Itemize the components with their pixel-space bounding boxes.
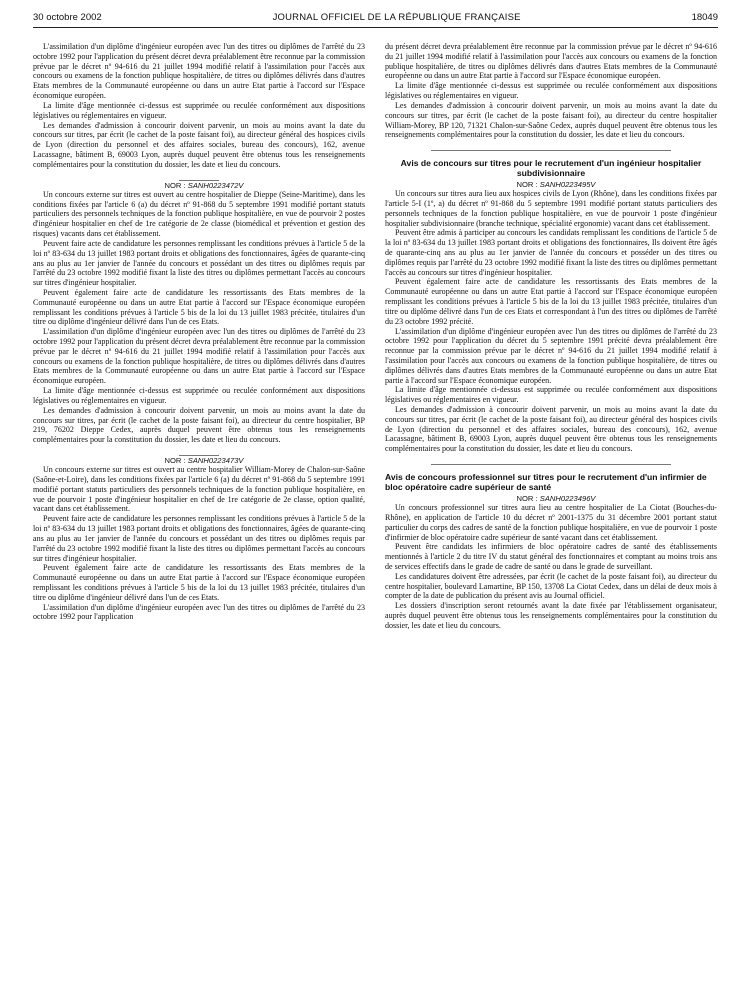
paragraph: Les demandes d'admission à concourir doivent parvenir, un mois au moins avant la date du concours sur titres, par écrit (le cachet de la poste faisant foi), au directeur général des hospices civils de Lyon (direction du personnel et des affaires sociales, bureau des concours), 162, avenue Lacassagne, bâtiment B, 69003 Lyon, auprès duquel peuvent être obtenus tous les renseignements complémentaires pour la constitution du dossier, les date et lieu du concours. (385, 405, 717, 454)
paragraph: Les demandes d'admission à concourir doivent parvenir, un mois au moins avant la date du concours sur titres, par écrit (le cachet de la poste faisant foi), au directeur général des hospices civils de Lyon (direction du personnel et des affaires sociales, bureau des concours), 162, avenue Lacassagne, bâtiment B, 69003 Lyon, auprès duquel peuvent être obtenus tous les renseignements complémentaires pour la constitution du dossier, les date et lieu du concours. (33, 120, 365, 169)
right-column (385, 42, 717, 631)
section-divider (431, 464, 671, 465)
nor-reference: NOR : SANH0223473V (164, 455, 244, 465)
nor-reference: NOR : SANH0223496V (516, 493, 596, 503)
notice-title: Avis de concours professionnel sur titres pour le recrutement d'un infirmier de bloc opératoire cadre supérieur de santé (385, 472, 707, 492)
paragraph: Peuvent également faire acte de candidature les ressortissants des Etats membres de la Communauté européenne ou dans un autre Etat partie à l'accord sur l'Espace économique européen remplissant les conditions prévues à l'article 5 bis de la loi du 13 juillet 1983 précitée, titulaires d'un titre ou diplôme d'ingénieur délivré dans l'un de ces Etats. (33, 287, 365, 327)
paragraph: Peuvent faire acte de candidature les personnes remplissant les conditions prévues à l'article 5 de la loi nº 83-634 du 13 juillet 1983 portant droits et obligations des fonctionnaires, âgées de quarante-cinq ans au plus au 1er janvier de l'année du concours et possédant un des titres ou diplômes requis par l'arrêté du 23 octobre 1992 modifié fixant la liste des titres ou diplômes permettant l'accès au concours sur titres d'ingénieur hospitalier. (33, 514, 365, 563)
paragraph: La limite d'âge mentionnée ci-dessus est supprimée ou reculée conformément aux dispositions législatives ou réglementaires en vigueur. (33, 386, 365, 405)
paragraph: Un concours professionnel sur titres aura lieu au centre hospitalier de La Ciotat (Bouches-du-Rhône), en application de l'article 10 du décret nº 2001-1375 du 31 décembre 2001 portant statut particulier du corps des cadres de santé de la fonction publique hospitalière, en vue de pourvoir 1 poste d'infirmier de bloc opératoire cadre supérieur de santé vacant dans cet établissement. (385, 503, 717, 542)
text-columns (33, 42, 718, 631)
paragraph: La limite d'âge mentionnée ci-dessus est supprimée ou reculée conformément aux dispositions législatives ou réglementaires en vigueur. (33, 100, 365, 120)
nor-reference: NOR : SANH0223472V (164, 180, 244, 190)
publication-date: 30 octobre 2002 (33, 12, 102, 23)
paragraph: L'assimilation d'un diplôme d'ingénieur européen avec l'un des titres ou diplômes de l'arrêté du 23 octobre 1992 pour l'application du présent décret devra préalablement être reconnue par la commission prévue par le décret nº 94-616 du 21 juillet 1994 modifié relatif à l'assimilation pour l'accès aux concours ou examens de la fonction publique hospitalière, de titres ou diplômes délivrés dans d'autres Etats membres de la Communauté européenne ou dans un autre Etat partie à l'accord sur l'Espace économique européen. (33, 42, 365, 101)
paragraph: Un concours sur titres aura lieu aux hospices civils de Lyon (Rhône), dans les conditions fixées par l'article 5-I (1º, a) du décret nº 91-868 du 5 septembre 1991 modifié portant statuts particuliers des personnels techniques de la fonction publique hospitalière, en vue de pourvoir 1 poste d'ingénieur hospitalier subdivisionnaire (branche technique, spécialité ergonomie) vacant dans cet établissement. (385, 189, 717, 228)
running-header (33, 12, 718, 28)
paragraph: L'assimilation d'un diplôme d'ingénieur européen avec l'un des titres ou diplômes de l'arrêté du 23 octobre 1992 pour l'application du décret du 5 septembre 1991 précité devra préalablement être reconnue par la commission prévue par le décret nº 94-616 du 21 juillet 1994 modifié relatif à l'assimilation pour l'accès aux concours ou examens de la fonction publique hospitalière, de titres ou diplômes délivrés dans d'autres Etats membres de la Communauté européenne ou dans un autre Etat partie à l'accord sur l'Espace économique européen. (385, 326, 717, 385)
page-number: 18049 (691, 12, 718, 23)
paragraph: du présent décret devra préalablement être reconnue par la commission prévue par le décret nº 94-616 du 21 juillet 1994 modifié relatif à l'assimilation pour l'accès aux concours ou examens de la fonction publique hospitalière, de titres ou diplômes délivrés dans d'autres Etats membres de la Communauté européenne ou dans un autre Etat partie à l'accord sur l'Espace économique européen. (385, 42, 717, 81)
paragraph: La limite d'âge mentionnée ci-dessus est supprimée ou reculée conformément aux dispositions législatives ou réglementaires en vigueur. (385, 385, 717, 405)
nor-code: SANH0223495V (539, 179, 596, 189)
paragraph: Peuvent faire acte de candidature les personnes remplissant les conditions prévues à l'article 5 de la loi nº 83-634 du 13 juillet 1983 portant droits et obligations des fonctionnaires, âgées de quarante-cinq ans au plus au 1er janvier de l'année du concours et possédant un des titres ou diplômes requis par l'arrêté du 23 octobre 1992 modifié fixant la liste des titres ou diplômes permettant l'accès au concours sur titres d'ingénieur hospitalier. (33, 238, 365, 288)
paragraph: L'assimilation d'un diplôme d'ingénieur européen avec l'un des titres ou diplômes de l'arrêté du 23 octobre 1992 pour l'application (33, 602, 365, 622)
notice-title: Avis de concours sur titres pour le recrutement d'un ingénieur hospitalier subdivisionnaire (400, 158, 702, 178)
nor-reference: NOR : SANH0223495V (516, 179, 596, 189)
paragraph: L'assimilation d'un diplôme d'ingénieur européen avec l'un des titres ou diplômes de l'arrêté du 23 octobre 1992 pour l'application du présent décret devra préalablement être reconnue par la commission prévue par le décret nº 94-616 du 21 juillet 1994 modifié relatif à l'assimilation pour l'accès aux concours ou examens de la fonction publique hospitalière, de titres ou diplômes délivrés dans d'autres Etats membres de la Communauté européenne ou dans un autre Etat partie à l'accord sur l'Espace économique européen. (33, 327, 365, 386)
journal-title: JOURNAL OFFICIEL DE LA RÉPUBLIQUE FRANÇAISE (272, 12, 521, 23)
paragraph: Peuvent être admis à participer au concours les candidats remplissant les conditions de l'article 5 de la loi nº 83-634 du 13 juillet 1983 portant droits et obligations des fonctionnaires, Ils doivent être âgés de quarante-cinq ans au plus au 1er janvier de l'année du concours et posséder un des titres ou diplômes requis par l'arrêté du 23 octobre 1992 modifié fixant la liste des titres ou diplômes permettant l'accès au concours sur titres d'ingénieur hospitalier. (385, 228, 717, 277)
paragraph: Les candidatures doivent être adressées, par écrit (le cachet de la poste faisant foi), au directeur du centre hospitalier, boulevard Lamartine, BP 150, 13708 La Ciotat Cedex, dans un délai de deux mois à compter de la date de publication du présent avis au Journal officiel. (385, 571, 717, 601)
nor-code: SANH0223496V (539, 493, 596, 503)
left-column (33, 42, 365, 631)
paragraph: Les demandes d'admission à concourir doivent parvenir, un mois au moins avant la date du concours sur titres, par écrit (le cachet de la poste faisant foi), au directeur du centre hospitalier, BP 219, 76202 Dieppe Cedex, auprès duquel peuvent être obtenus tous les renseignements complémentaires pour la constitution du dossier, les date et lieu du concours. (33, 405, 365, 445)
paragraph: Un concours externe sur titres est ouvert au centre hospitalier de Dieppe (Seine-Maritime), dans les conditions fixées par l'article 6 (a) du décret nº 91-868 du 5 septembre 1991 modifié portant statuts particuliers des personnels techniques de la fonction publique hospitalière, en vue de pourvoir 2 postes d'ingénieur hospitalier en chef de 1re catégorie de 2e classe (biomédical et prévention et gestion des risques) vacants dans cet établissement. (33, 189, 365, 239)
nor-code: SANH0223472V (187, 180, 244, 190)
nor-code: SANH0223473V (187, 455, 244, 465)
section-divider (431, 150, 671, 151)
paragraph: Les dossiers d'inscription seront retournés avant la date fixée par l'établissement organisateur, auprès duquel peuvent être obtenus tous les renseignements complémentaires pour la constitution du dossier, les date et lieu du concours. (385, 601, 717, 630)
paragraph: La limite d'âge mentionnée ci-dessus est supprimée ou reculée conformément aux dispositions législatives ou réglementaires en vigueur. (385, 81, 717, 101)
paragraph: Peuvent également faire acte de candidature les ressortissants des Etats membres de la Communauté européenne ou dans un autre Etat partie à l'accord sur l'Espace économique européen remplissant les conditions prévues à l'article 5 bis de la loi du 13 juillet 1983 précitée, titulaires d'un titre ou diplôme d'ingénieur délivré dans l'un de ces Etats. (33, 563, 365, 602)
paragraph: Peuvent être candidats les infirmiers de bloc opératoire cadres de santé des établissements mentionnés à l'article 2 du titre IV du statut général des fonctionnaires et comptant au moins trois ans de services effectifs dans le grade de cadre de santé ou dans le grade de surveillant. (385, 542, 717, 571)
paragraph: Un concours externe sur titres est ouvert au centre hospitalier William-Morey de Chalon-sur-Saône (Saône-et-Loire), dans les conditions fixées par l'article 6 (a) du décret nº 91-868 du 5 septembre 1991 modifié portant statuts particuliers des personnels techniques de la fonction publique hospitalière, en vue de pourvoir 1 poste d'ingénieur hospitalier en chef de 1re catégorie de 2e classe, option qualité, vacant dans cet établissement. (33, 465, 365, 514)
paragraph: Les demandes d'admission à concourir doivent parvenir, un mois au moins avant la date du concours sur titres, par écrit (le cachet de la poste faisant foi), au directeur du centre hospitalier William-Morey, BP 120, 71321 Chalon-sur-Saône Cedex, auprès duquel peuvent être obtenus tous les renseignements complémentaires pour la constitution du dossier, les date et lieu du concours. (385, 100, 717, 140)
paragraph: Peuvent également faire acte de candidature les ressortissants des Etats membres de la Communauté européenne ou dans un autre Etat partie à l'accord sur l'Espace économique européen remplissant les conditions prévues à l'article 5 bis de la loi du 13 juillet 1983 précitée, titulaires d'un titre ou diplôme délivré dans l'un de ces Etats et correspondant à l'un des titres ou diplômes de l'arrêté du 23 octobre 1992 précité. (385, 277, 717, 326)
